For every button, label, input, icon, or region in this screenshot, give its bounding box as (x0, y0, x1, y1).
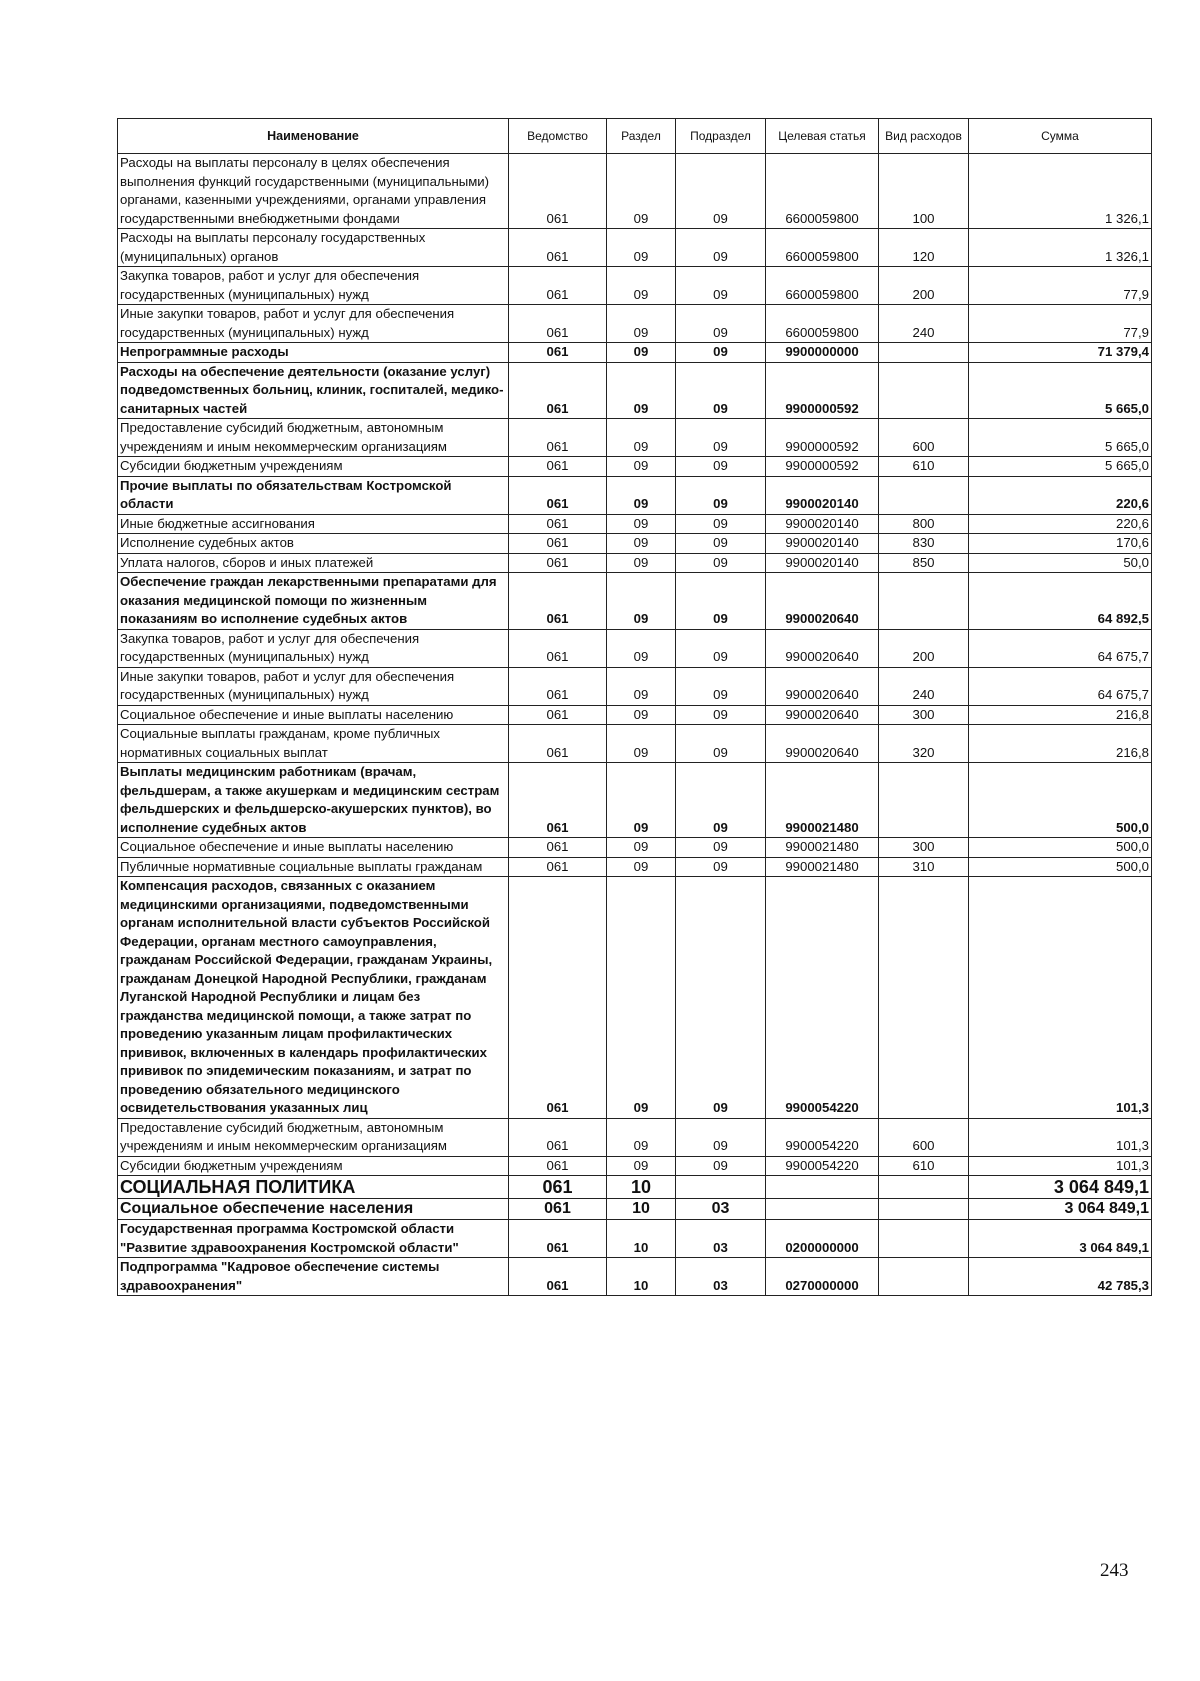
table-cell-vedomstvo: 061 (509, 629, 607, 667)
table-cell-name: Иные бюджетные ассигнования (118, 514, 509, 534)
table-cell-razdel: 09 (607, 267, 676, 305)
table-cell-vid-raskhodov: 240 (879, 305, 969, 343)
table-cell-vedomstvo: 061 (509, 229, 607, 267)
table-cell-vedomstvo: 061 (509, 573, 607, 630)
table-cell-tselevaya-statya (766, 1176, 879, 1199)
table-cell-summa: 5 665,0 (969, 362, 1152, 419)
table-cell-name: Выплаты медицинским работникам (врачам, фельдшерам, а также акушеркам и медицинским сестрам фельдшерских и фельдшерско-акушерских пунктов), во исполнение судебных актов (118, 763, 509, 838)
table-cell-name: Социальное обеспечение и иные выплаты населению (118, 705, 509, 725)
table-row (118, 1176, 1152, 1199)
table-cell-tselevaya-statya: 9900020640 (766, 725, 879, 763)
table-cell-razdel: 09 (607, 725, 676, 763)
table-cell-tselevaya-statya: 9900000592 (766, 419, 879, 457)
table-cell-summa: 77,9 (969, 305, 1152, 343)
table-cell-vedomstvo: 061 (509, 267, 607, 305)
table-cell-summa: 3 064 849,1 (969, 1176, 1152, 1199)
table-cell-vid-raskhodov: 610 (879, 457, 969, 477)
table-row (118, 154, 1152, 229)
table-cell-summa: 42 785,3 (969, 1258, 1152, 1296)
table-cell-podrazdel: 09 (676, 476, 766, 514)
table-cell-summa: 500,0 (969, 857, 1152, 877)
table-cell-summa: 1 326,1 (969, 154, 1152, 229)
table-cell-vid-raskhodov: 600 (879, 1118, 969, 1156)
table-cell-tselevaya-statya: 9900020140 (766, 514, 879, 534)
table-header-row (118, 119, 1152, 154)
table-cell-razdel: 09 (607, 476, 676, 514)
table-cell-podrazdel: 09 (676, 667, 766, 705)
table-cell-name: Иные закупки товаров, работ и услуг для обеспечения государственных (муниципальных) нужд (118, 305, 509, 343)
table-cell-summa: 216,8 (969, 705, 1152, 725)
table-row (118, 705, 1152, 725)
table-cell-vedomstvo: 061 (509, 1118, 607, 1156)
table-cell-vid-raskhodov: 300 (879, 838, 969, 858)
table-cell-podrazdel: 09 (676, 343, 766, 363)
table-cell-name: Подпрограмма "Кадровое обеспечение системы здравоохранения" (118, 1258, 509, 1296)
table-cell-razdel: 09 (607, 877, 676, 1119)
table-cell-tselevaya-statya: 9900000592 (766, 457, 879, 477)
table-cell-vedomstvo: 061 (509, 457, 607, 477)
table-cell-vid-raskhodov: 300 (879, 705, 969, 725)
header-razdel: Раздел (607, 119, 676, 154)
table-cell-tselevaya-statya: 9900020140 (766, 553, 879, 573)
table-cell-name: Социальное обеспечение и иные выплаты населению (118, 838, 509, 858)
table-cell-vid-raskhodov (879, 763, 969, 838)
table-row (118, 667, 1152, 705)
table-cell-vid-raskhodov (879, 573, 969, 630)
table-cell-podrazdel: 09 (676, 629, 766, 667)
table-cell-summa: 220,6 (969, 476, 1152, 514)
table-cell-tselevaya-statya: 9900000592 (766, 362, 879, 419)
table-cell-tselevaya-statya: 9900054220 (766, 1156, 879, 1176)
table-cell-name: Закупка товаров, работ и услуг для обеспечения государственных (муниципальных) нужд (118, 267, 509, 305)
table-cell-tselevaya-statya: 6600059800 (766, 267, 879, 305)
table-cell-razdel: 09 (607, 705, 676, 725)
table-cell-name: Субсидии бюджетным учреждениям (118, 457, 509, 477)
table-cell-vedomstvo: 061 (509, 667, 607, 705)
table-cell-summa: 216,8 (969, 725, 1152, 763)
table-row (118, 1220, 1152, 1258)
table-cell-summa: 500,0 (969, 838, 1152, 858)
table-cell-podrazdel: 09 (676, 362, 766, 419)
table-cell-podrazdel: 09 (676, 553, 766, 573)
header-vid-raskhodov: Вид расходов (879, 119, 969, 154)
table-cell-razdel: 09 (607, 553, 676, 573)
table-cell-vedomstvo: 061 (509, 838, 607, 858)
table-cell-name: Обеспечение граждан лекарственными препаратами для оказания медицинской помощи по жизненным показаниям во исполнение судебных актов (118, 573, 509, 630)
header-tselevaya-statya: Целевая статья (766, 119, 879, 154)
table-cell-razdel: 09 (607, 419, 676, 457)
table-cell-vid-raskhodov: 830 (879, 534, 969, 554)
table-cell-tselevaya-statya: 9900020640 (766, 573, 879, 630)
table-cell-vedomstvo: 061 (509, 1199, 607, 1220)
table-cell-summa: 500,0 (969, 763, 1152, 838)
table-row (118, 419, 1152, 457)
table-cell-tselevaya-statya: 0270000000 (766, 1258, 879, 1296)
table-cell-summa: 64 675,7 (969, 629, 1152, 667)
table-cell-tselevaya-statya: 9900020140 (766, 476, 879, 514)
table-row (118, 877, 1152, 1119)
table-cell-summa: 3 064 849,1 (969, 1220, 1152, 1258)
table-cell-tselevaya-statya: 9900054220 (766, 877, 879, 1119)
table-cell-razdel: 09 (607, 629, 676, 667)
table-cell-vedomstvo: 061 (509, 305, 607, 343)
table-cell-vedomstvo: 061 (509, 725, 607, 763)
table-cell-razdel: 10 (607, 1199, 676, 1220)
table-cell-razdel: 09 (607, 838, 676, 858)
table-cell-name: Уплата налогов, сборов и иных платежей (118, 553, 509, 573)
table-row (118, 1199, 1152, 1220)
table-cell-vid-raskhodov (879, 1176, 969, 1199)
table-body (118, 154, 1152, 1296)
table-cell-vedomstvo: 061 (509, 1156, 607, 1176)
table-cell-vid-raskhodov: 120 (879, 229, 969, 267)
table-cell-podrazdel: 03 (676, 1199, 766, 1220)
table-cell-name: Иные закупки товаров, работ и услуг для обеспечения государственных (муниципальных) нужд (118, 667, 509, 705)
table-row (118, 838, 1152, 858)
table-row (118, 1258, 1152, 1296)
table-cell-razdel: 09 (607, 343, 676, 363)
table-cell-name: Расходы на выплаты персоналу государственных (муниципальных) органов (118, 229, 509, 267)
table-row (118, 1118, 1152, 1156)
table-cell-vid-raskhodov (879, 343, 969, 363)
table-cell-name: Закупка товаров, работ и услуг для обеспечения государственных (муниципальных) нужд (118, 629, 509, 667)
table-cell-razdel: 10 (607, 1220, 676, 1258)
table-cell-summa: 101,3 (969, 877, 1152, 1119)
table-row (118, 267, 1152, 305)
table-cell-vid-raskhodov (879, 1220, 969, 1258)
table-cell-summa: 101,3 (969, 1156, 1152, 1176)
table-cell-vedomstvo: 061 (509, 514, 607, 534)
budget-table (117, 118, 1152, 1296)
table-cell-tselevaya-statya: 9900020640 (766, 667, 879, 705)
table-cell-vedomstvo: 061 (509, 877, 607, 1119)
table-cell-tselevaya-statya: 9900020640 (766, 705, 879, 725)
table-cell-summa: 220,6 (969, 514, 1152, 534)
table-row (118, 514, 1152, 534)
table-cell-vedomstvo: 061 (509, 476, 607, 514)
table-cell-summa: 3 064 849,1 (969, 1199, 1152, 1220)
table-cell-name: Непрограммные расходы (118, 343, 509, 363)
header-name: Наименование (118, 119, 509, 154)
table-cell-name: Расходы на обеспечение деятельности (оказание услуг) подведомственных больниц, клиник, госпиталей, медико-санитарных частей (118, 362, 509, 419)
table-cell-podrazdel: 09 (676, 877, 766, 1119)
table-cell-tselevaya-statya: 9900020640 (766, 629, 879, 667)
table-cell-vid-raskhodov (879, 877, 969, 1119)
table-row (118, 305, 1152, 343)
table-row (118, 229, 1152, 267)
table-cell-vid-raskhodov: 610 (879, 1156, 969, 1176)
table-cell-summa: 170,6 (969, 534, 1152, 554)
table-cell-name: Компенсация расходов, связанных с оказанием медицинскими организациями, подведомственными органам исполнительной власти субъектов Российской Федерации, органам местного самоуправления, гражданам Российской Федерации, гражданам Украины, гражданам Донецкой Народной Республики, гражданам Луганской Народной Республики и лицам без гражданства медицинской помощи, а также затрат по проведению указанным лицам профилактических прививок, включенных в календарь профилактических прививок по эпидемическим показаниям, и затрат по проведению обязательного медицинского освидетельствования указанных лиц (118, 877, 509, 1119)
table-cell-razdel: 09 (607, 534, 676, 554)
table-cell-summa: 1 326,1 (969, 229, 1152, 267)
header-podrazdel: Подраздел (676, 119, 766, 154)
table-row (118, 725, 1152, 763)
table-cell-name: Публичные нормативные социальные выплаты гражданам (118, 857, 509, 877)
table-cell-vedomstvo: 061 (509, 362, 607, 419)
table-cell-razdel: 10 (607, 1258, 676, 1296)
table-cell-podrazdel: 09 (676, 573, 766, 630)
table-cell-name: Прочие выплаты по обязательствам Костромской области (118, 476, 509, 514)
table-cell-tselevaya-statya: 6600059800 (766, 154, 879, 229)
table-cell-podrazdel: 03 (676, 1258, 766, 1296)
table-cell-tselevaya-statya: 9900000000 (766, 343, 879, 363)
table-cell-summa: 77,9 (969, 267, 1152, 305)
table-cell-razdel: 09 (607, 573, 676, 630)
table-cell-vid-raskhodov: 800 (879, 514, 969, 534)
table-cell-vid-raskhodov: 100 (879, 154, 969, 229)
table-cell-razdel: 09 (607, 1156, 676, 1176)
table-cell-tselevaya-statya: 9900054220 (766, 1118, 879, 1156)
table-cell-summa: 71 379,4 (969, 343, 1152, 363)
table-cell-podrazdel: 09 (676, 534, 766, 554)
table-cell-name: Социальные выплаты гражданам, кроме публичных нормативных социальных выплат (118, 725, 509, 763)
table-cell-summa: 64 892,5 (969, 573, 1152, 630)
table-row (118, 629, 1152, 667)
table-cell-razdel: 10 (607, 1176, 676, 1199)
table-row (118, 362, 1152, 419)
table-cell-razdel: 09 (607, 1118, 676, 1156)
table-cell-vid-raskhodov: 240 (879, 667, 969, 705)
table-cell-name: Предоставление субсидий бюджетным, автономным учреждениям и иным некоммерческим организациям (118, 1118, 509, 1156)
table-cell-podrazdel (676, 1176, 766, 1199)
table-cell-name: Предоставление субсидий бюджетным, автономным учреждениям и иным некоммерческим организациям (118, 419, 509, 457)
table-cell-podrazdel: 09 (676, 419, 766, 457)
table-cell-razdel: 09 (607, 857, 676, 877)
table-cell-podrazdel: 09 (676, 857, 766, 877)
table-row (118, 343, 1152, 363)
table-cell-vedomstvo: 061 (509, 763, 607, 838)
table-cell-vedomstvo: 061 (509, 857, 607, 877)
table-cell-summa: 5 665,0 (969, 457, 1152, 477)
table-cell-razdel: 09 (607, 514, 676, 534)
table-cell-name: СОЦИАЛЬНАЯ ПОЛИТИКА (118, 1176, 509, 1199)
table-cell-podrazdel: 09 (676, 705, 766, 725)
table-cell-razdel: 09 (607, 362, 676, 419)
table-cell-razdel: 09 (607, 457, 676, 477)
table-cell-podrazdel: 09 (676, 457, 766, 477)
table-cell-vid-raskhodov (879, 362, 969, 419)
table-cell-podrazdel: 09 (676, 763, 766, 838)
table-cell-razdel: 09 (607, 229, 676, 267)
table-cell-tselevaya-statya (766, 1199, 879, 1220)
table-cell-tselevaya-statya: 9900020140 (766, 534, 879, 554)
table-cell-tselevaya-statya: 9900021480 (766, 838, 879, 858)
table-cell-razdel: 09 (607, 667, 676, 705)
table-cell-summa: 5 665,0 (969, 419, 1152, 457)
table-cell-podrazdel: 09 (676, 514, 766, 534)
table-row (118, 553, 1152, 573)
table-row (118, 457, 1152, 477)
table-cell-podrazdel: 09 (676, 267, 766, 305)
table-cell-razdel: 09 (607, 154, 676, 229)
table-cell-vid-raskhodov: 850 (879, 553, 969, 573)
table-cell-vedomstvo: 061 (509, 553, 607, 573)
table-cell-vid-raskhodov (879, 476, 969, 514)
table-cell-podrazdel: 03 (676, 1220, 766, 1258)
table-cell-vid-raskhodov: 320 (879, 725, 969, 763)
table-row (118, 476, 1152, 514)
table-cell-podrazdel: 09 (676, 838, 766, 858)
table-cell-tselevaya-statya: 0200000000 (766, 1220, 879, 1258)
table-cell-name: Расходы на выплаты персоналу в целях обеспечения выполнения функций государственными (муниципальными) органами, казенными учреждениями, органами управления государственными внебюджетными фондами (118, 154, 509, 229)
table-cell-podrazdel: 09 (676, 1118, 766, 1156)
table-cell-vedomstvo: 061 (509, 343, 607, 363)
table-cell-vid-raskhodov: 200 (879, 629, 969, 667)
table-row (118, 573, 1152, 630)
table-cell-vedomstvo: 061 (509, 154, 607, 229)
table-cell-vedomstvo: 061 (509, 705, 607, 725)
table-cell-vid-raskhodov: 310 (879, 857, 969, 877)
table-cell-podrazdel: 09 (676, 1156, 766, 1176)
table-row (118, 1156, 1152, 1176)
table-cell-razdel: 09 (607, 305, 676, 343)
table-row (118, 763, 1152, 838)
table-cell-vedomstvo: 061 (509, 1176, 607, 1199)
table-cell-razdel: 09 (607, 763, 676, 838)
table-cell-name: Исполнение судебных актов (118, 534, 509, 554)
table-cell-summa: 50,0 (969, 553, 1152, 573)
table-cell-vid-raskhodov: 200 (879, 267, 969, 305)
table-cell-podrazdel: 09 (676, 725, 766, 763)
table-cell-vid-raskhodov (879, 1258, 969, 1296)
table-cell-vid-raskhodov: 600 (879, 419, 969, 457)
table-cell-vedomstvo: 061 (509, 1258, 607, 1296)
table-cell-tselevaya-statya: 6600059800 (766, 229, 879, 267)
table-row (118, 534, 1152, 554)
table-row (118, 857, 1152, 877)
table-cell-vedomstvo: 061 (509, 419, 607, 457)
table-cell-vedomstvo: 061 (509, 1220, 607, 1258)
table-cell-podrazdel: 09 (676, 229, 766, 267)
table-cell-podrazdel: 09 (676, 154, 766, 229)
table-cell-name: Государственная программа Костромской области "Развитие здравоохранения Костромской области" (118, 1220, 509, 1258)
table-cell-summa: 101,3 (969, 1118, 1152, 1156)
table-cell-summa: 64 675,7 (969, 667, 1152, 705)
header-vedomstvo: Ведомство (509, 119, 607, 154)
table-cell-tselevaya-statya: 9900021480 (766, 763, 879, 838)
table-cell-name: Субсидии бюджетным учреждениям (118, 1156, 509, 1176)
page-number: 243 (1100, 1560, 1129, 1581)
table-cell-podrazdel: 09 (676, 305, 766, 343)
table-cell-vid-raskhodov (879, 1199, 969, 1220)
header-summa: Сумма (969, 119, 1152, 154)
table-cell-name: Социальное обеспечение населения (118, 1199, 509, 1220)
table-cell-vedomstvo: 061 (509, 534, 607, 554)
table-cell-tselevaya-statya: 9900021480 (766, 857, 879, 877)
table-cell-tselevaya-statya: 6600059800 (766, 305, 879, 343)
